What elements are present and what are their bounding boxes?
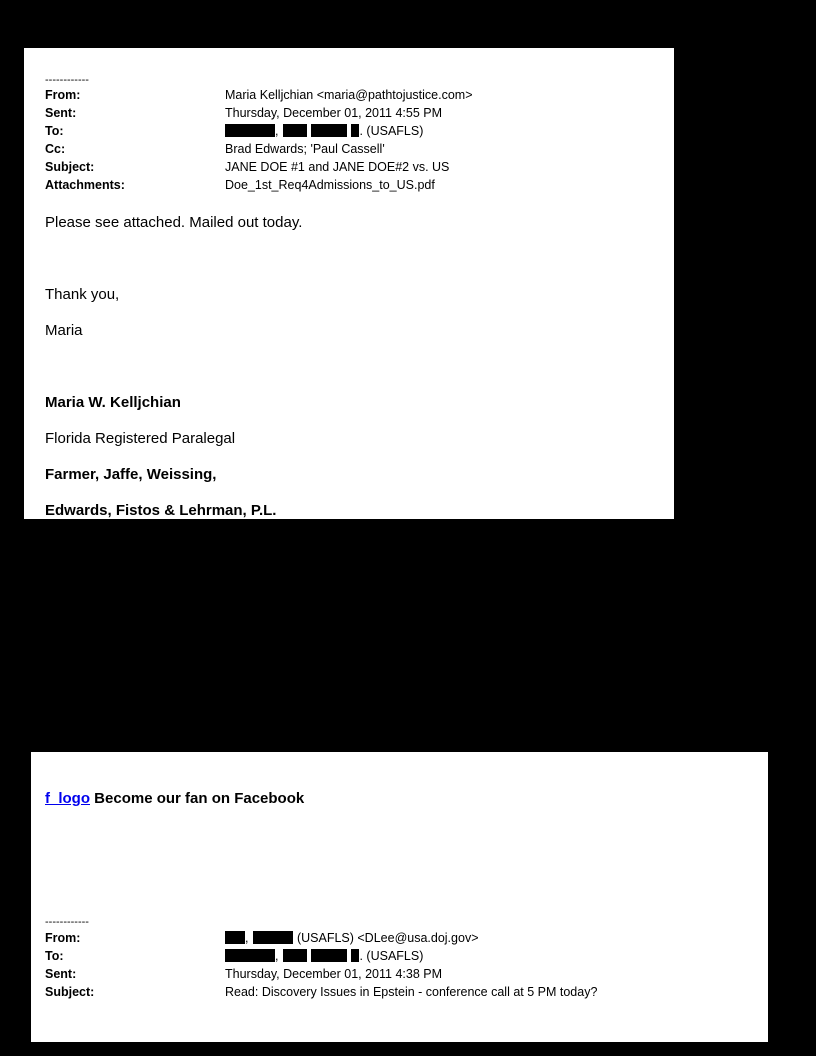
sent-label: Sent:	[45, 106, 77, 120]
subject-label: Subject:	[45, 985, 95, 999]
sent-label: Sent:	[45, 967, 77, 981]
to-value-suffix: . (USAFLS)	[359, 949, 424, 963]
to-value: , . (USAFLS)	[225, 122, 423, 140]
redaction-block	[311, 124, 347, 137]
from-value-suffix: (USAFLS) <DLee@usa.doj.gov>	[293, 931, 479, 945]
to-value-suffix: . (USAFLS)	[359, 124, 424, 138]
to-value: , . (USAFLS)	[225, 947, 423, 965]
redaction-block	[225, 124, 275, 137]
signature-firm-line-2: Edwards, Fistos & Lehrman, P.L.	[45, 502, 277, 519]
sent-value: Thursday, December 01, 2011 4:38 PM	[225, 967, 443, 981]
signature-firm-line-1: Farmer, Jaffe, Weissing,	[45, 466, 217, 483]
from-value: , (USAFLS) <DLee@usa.doj.gov>	[225, 929, 479, 947]
subject-value: Read: Discovery Issues in Epstein - conference call at 5 PM today?	[225, 985, 598, 999]
redaction-block	[283, 124, 307, 137]
from-label: From:	[45, 931, 81, 945]
redaction-block	[283, 949, 307, 962]
facebook-logo-link[interactable]: f_logo	[45, 790, 90, 807]
closing-thanks: Thank you,	[45, 286, 120, 303]
attachments-label: Attachments:	[45, 178, 125, 192]
redaction-block	[311, 949, 347, 962]
signature-name: Maria W. Kelljchian	[45, 394, 181, 411]
signature-title: Florida Registered Paralegal	[45, 430, 236, 447]
body-line: Please see attached. Mailed out today.	[45, 214, 303, 231]
redaction-block	[225, 931, 245, 944]
from-value: Maria Kelljchian <maria@pathtojustice.com>	[225, 88, 473, 102]
subject-value: JANE DOE #1 and JANE DOE#2 vs. US	[225, 160, 450, 174]
cc-label: Cc:	[45, 142, 66, 156]
sent-value: Thursday, December 01, 2011 4:55 PM	[225, 106, 443, 120]
redaction-block	[253, 931, 293, 944]
closing-name: Maria	[45, 322, 83, 339]
attachment-link[interactable]: Doe_1st_Req4Admissions_to_US.pdf	[225, 178, 435, 192]
email-panel-1	[24, 48, 674, 519]
separator: ------------	[45, 74, 89, 86]
facebook-line	[45, 790, 304, 807]
redaction-block	[225, 949, 275, 962]
subject-label: Subject:	[45, 160, 95, 174]
separator: ------------	[45, 916, 89, 928]
to-label: To:	[45, 124, 64, 138]
email-panel-2	[31, 752, 768, 1042]
from-label: From:	[45, 88, 81, 102]
facebook-text: Become our fan on Facebook	[94, 790, 305, 807]
cc-value: Brad Edwards; 'Paul Cassell'	[225, 142, 385, 156]
to-label: To:	[45, 949, 64, 963]
